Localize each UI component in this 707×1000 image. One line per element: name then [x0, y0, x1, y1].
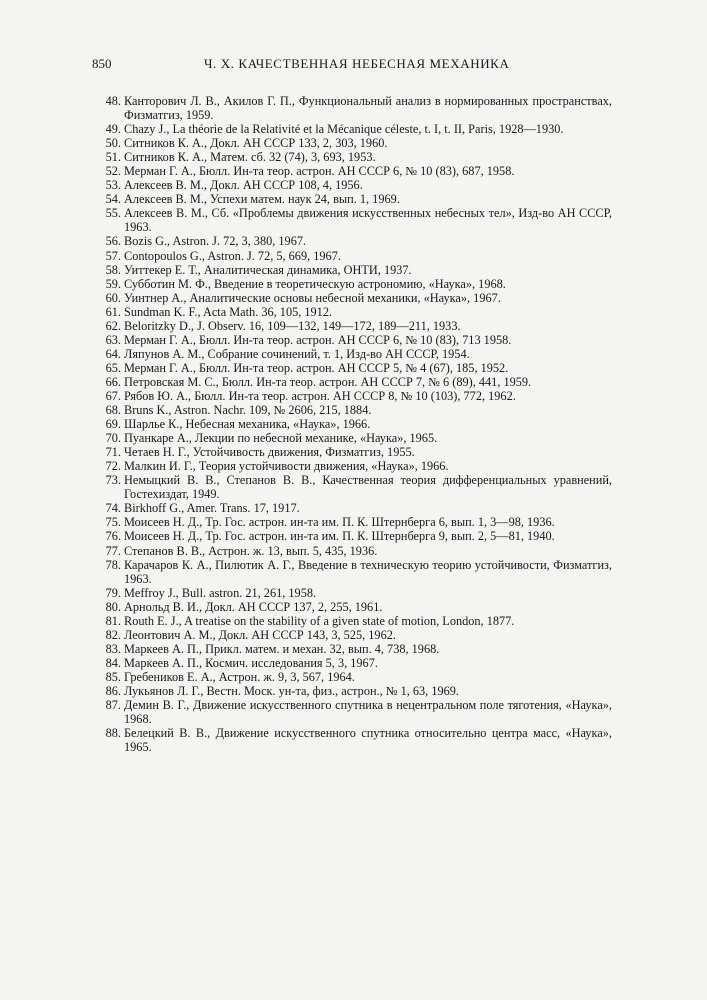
reference-text: Шарлье К., Небесная механика, «Наука», 1966. [124, 417, 371, 432]
reference-number: 72. [105, 459, 121, 474]
reference-text: Демин В. Г., Движение искусственного спутника в нецентральном поле тяготения, «Наука», 1968. [124, 698, 612, 727]
reference-number: 61. [105, 304, 121, 319]
reference-item [92, 375, 612, 389]
reference-text: Contopoulos G., Astron. J. 72, 5, 669, 1967. [124, 248, 341, 263]
reference-item [92, 403, 612, 417]
reference-number: 63. [105, 332, 121, 347]
reference-item [92, 614, 612, 628]
reference-text: Степанов В. В., Астрон. ж. 13, вып. 5, 435, 1936. [124, 543, 378, 558]
reference-item [92, 544, 612, 558]
reference-item [92, 389, 612, 403]
reference-item [92, 234, 612, 248]
reference-text: Субботин М. Ф., Введение в теоретическую астрономию, «Наука», 1968. [124, 276, 506, 291]
reference-item [92, 698, 612, 726]
reference-item [92, 164, 612, 178]
reference-text: Рябов Ю. А., Бюлл. Ин-та теор. астрон. АН СССР 8, № 10 (103), 772, 1962. [124, 388, 516, 403]
reference-number: 77. [105, 543, 121, 558]
reference-item [92, 431, 612, 445]
reference-text: Моисеев Н. Д., Тр. Гос. астрон. ин-та им. П. К. Штернберга 9, вып. 2, 5—81, 1940. [124, 529, 555, 544]
reference-item [92, 319, 612, 333]
reference-number: 82. [105, 627, 121, 642]
reference-text: Маркеев А. П., Космич. исследования 5, 3, 1967. [124, 655, 378, 670]
reference-number: 88. [105, 726, 121, 741]
reference-text: Routh E. J., A treatise on the stability of a given state of motion, London, 1877. [124, 613, 515, 628]
reference-item [92, 642, 612, 656]
reference-number: 69. [105, 417, 121, 432]
reference-number: 50. [105, 136, 121, 151]
reference-item [92, 586, 612, 600]
reference-item [92, 178, 612, 192]
reference-item [92, 600, 612, 614]
reference-item [92, 333, 612, 347]
reference-number: 76. [105, 529, 121, 544]
reference-item [92, 501, 612, 515]
reference-number: 58. [105, 262, 121, 277]
reference-text: Петровская М. С., Бюлл. Ин-та теор. астрон. АН СССР 7, № 6 (89), 441, 1959. [124, 374, 532, 389]
reference-item [92, 263, 612, 277]
reference-text: Лукьянов Л. Г., Вестн. Моск. ун-та, физ., астрон., № 1, 63, 1969. [124, 683, 459, 698]
reference-number: 70. [105, 431, 121, 446]
reference-number: 54. [105, 192, 121, 207]
reference-number: 78. [105, 557, 121, 572]
reference-item [92, 291, 612, 305]
reference-item [92, 192, 612, 206]
reference-number: 87. [105, 698, 121, 713]
reference-text: Карачаров К. А., Пилютик А. Г., Введение в техническую теорию устойчивости, Физматгиз, 1963. [124, 557, 612, 586]
reference-item [92, 277, 612, 291]
reference-number: 64. [105, 346, 121, 361]
reference-number: 60. [105, 290, 121, 305]
reference-text: Моисеев Н. Д., Тр. Гос. астрон. ин-та им. П. К. Штернберга 6, вып. 1, 3—98, 1936. [124, 515, 555, 530]
reference-number: 59. [105, 276, 121, 291]
reference-number: 74. [105, 501, 121, 516]
reference-item [92, 94, 612, 122]
reference-item [92, 150, 612, 164]
reference-number: 75. [105, 515, 121, 530]
reference-item [92, 473, 612, 501]
reference-number: 49. [105, 122, 121, 137]
reference-text: Мерман Г. А., Бюлл. Ин-та теор. астрон. АН СССР 5, № 4 (67), 185, 1952. [124, 360, 509, 375]
reference-number: 48. [105, 94, 121, 108]
reference-text: Немыцкий В. В., Степанов В. В., Качественная теория дифференциальных уравнений, Гостехиздат, 1949. [124, 473, 612, 502]
reference-text: Sundman K. F., Acta Math. 36, 105, 1912. [124, 304, 333, 319]
reference-item [92, 726, 612, 754]
reference-item [92, 347, 612, 361]
reference-text: Ситников К. А., Докл. АН СССР 133, 2, 303, 1960. [124, 136, 388, 151]
reference-number: 57. [105, 248, 121, 263]
reference-item [92, 249, 612, 263]
reference-number: 85. [105, 669, 121, 684]
reference-text: Алексеев В. М., Докл. АН СССР 108, 4, 1956. [124, 178, 363, 193]
reference-number: 86. [105, 683, 121, 698]
reference-number: 56. [105, 234, 121, 249]
reference-text: Ситников К. А., Матем. сб. 32 (74), 3, 693, 1953. [124, 150, 376, 165]
reference-text: Мерман Г. А., Бюлл. Ин-та теор. астрон. АН СССР 6, № 10 (83), 687, 1958. [124, 164, 515, 179]
reference-number: 52. [105, 164, 121, 179]
reference-text: Малкин И. Г., Теория устойчивости движения, «Наука», 1966. [124, 459, 449, 474]
reference-number: 79. [105, 585, 121, 600]
reference-text: Белецкий В. В., Движение искусственного спутника относительно центра масс, «Наука», 1965. [124, 726, 612, 755]
reference-number: 51. [105, 150, 121, 165]
reference-list [92, 94, 612, 754]
reference-text: Алексеев В. М., Успехи матем. наук 24, вып. 1, 1969. [124, 192, 400, 207]
reference-number: 65. [105, 360, 121, 375]
reference-item [92, 305, 612, 319]
reference-text: Арнольд В. И., Докл. АН СССР 137, 2, 255, 1961. [124, 599, 383, 614]
reference-text: Канторович Л. В., Акилов Г. П., Функциональный анализ в нормированных пространствах, Физматгиз, 1959. [124, 94, 612, 123]
reference-item [92, 684, 612, 698]
reference-text: Chazy J., La théorie de la Relativité et la Mécanique céleste, t. I, t. II, Paris, 1928—1930. [124, 122, 564, 137]
reference-number: 62. [105, 318, 121, 333]
reference-number: 67. [105, 388, 121, 403]
reference-number: 84. [105, 655, 121, 670]
reference-text: Пуанкаре А., Лекции по небесной механике, «Наука», 1965. [124, 431, 438, 446]
reference-item [92, 136, 612, 150]
reference-number: 66. [105, 374, 121, 389]
reference-number: 80. [105, 599, 121, 614]
reference-item [92, 529, 612, 543]
reference-text: Гребеников Е. А., Астрон. ж. 9, 3, 567, 1964. [124, 669, 355, 684]
reference-text: Мерман Г. А., Бюлл. Ин-та теор. астрон. АН СССР 6, № 10 (83), 713 1958. [124, 332, 512, 347]
reference-item [92, 206, 612, 234]
reference-item [92, 515, 612, 529]
reference-text: Уиттекер Е. Т., Аналитическая динамика, ОНТИ, 1937. [124, 262, 412, 277]
reference-text: Bozis G., Astron. J. 72, 3, 380, 1967. [124, 234, 307, 249]
reference-number: 71. [105, 445, 121, 460]
reference-item [92, 361, 612, 375]
reference-text: Леонтович А. М., Докл. АН СССР 143, 3, 525, 1962. [124, 627, 396, 642]
reference-number: 81. [105, 613, 121, 628]
reference-number: 83. [105, 641, 121, 656]
reference-text: Маркеев А. П., Прикл. матем. и механ. 32, вып. 4, 738, 1968. [124, 641, 440, 656]
reference-item [92, 670, 612, 684]
reference-text: Bruns K., Astron. Nachr. 109, № 2606, 215, 1884. [124, 403, 372, 418]
reference-text: Meffroy J., Bull. astron. 21, 261, 1958. [124, 585, 317, 600]
reference-text: Ляпунов А. М., Собрание сочинений, т. 1, Изд-во АН СССР, 1954. [124, 346, 470, 361]
reference-item [92, 558, 612, 586]
reference-number: 53. [105, 178, 121, 193]
reference-text: Уинтнер А., Аналитические основы небесной механики, «Наука», 1967. [124, 290, 501, 305]
reference-text: Алексеев В. М., Сб. «Проблемы движения искусственных небесных тел», Изд-во АН СССР, 1963. [124, 206, 612, 235]
reference-item [92, 417, 612, 431]
reference-number: 68. [105, 403, 121, 418]
reference-text: Birkhoff G., Amer. Trans. 17, 1917. [124, 501, 300, 516]
reference-number: 73. [105, 473, 121, 488]
reference-text: Beloritzky D., J. Observ. 16, 109—132, 149—172, 189—211, 1933. [124, 318, 461, 333]
reference-item [92, 628, 612, 642]
page-number: 850 [92, 56, 112, 71]
reference-item [92, 445, 612, 459]
reference-number: 55. [105, 206, 121, 221]
reference-item [92, 459, 612, 473]
running-title: Ч. Х. КАЧЕСТВЕННАЯ НЕБЕСНАЯ МЕХАНИКА [204, 56, 510, 71]
reference-text: Четаев Н. Г., Устойчивость движения, Физматгиз, 1955. [124, 445, 415, 460]
reference-item [92, 122, 612, 136]
reference-item [92, 656, 612, 670]
